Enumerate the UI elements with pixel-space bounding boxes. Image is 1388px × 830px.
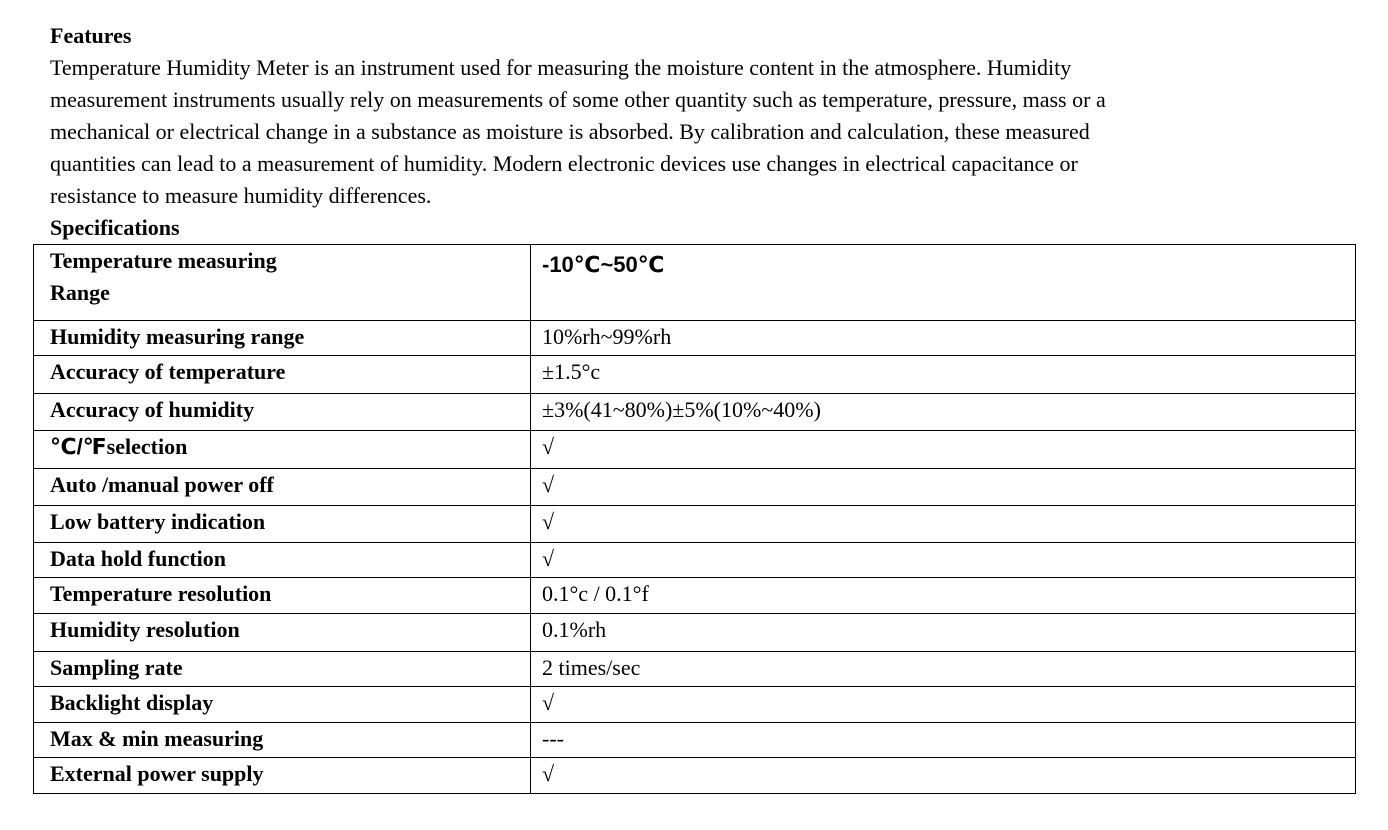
spec-label: Sampling rate (34, 652, 531, 687)
spec-label: Low battery indication (34, 506, 531, 543)
spec-label: Accuracy of temperature (34, 356, 531, 394)
spec-value: √ (531, 687, 1356, 723)
spec-label-unit: ℃/℉ (50, 434, 107, 459)
spec-label: Temperature resolution (34, 578, 531, 614)
spec-value: ±1.5°c (531, 356, 1356, 394)
features-line: mechanical or electrical change in a substance as moisture is absorbed. By calibration and calculation, these measured (50, 119, 1090, 144)
specifications-heading: Specifications (50, 215, 180, 240)
features-line: resistance to measure humidity differences. (50, 183, 432, 208)
spec-value: √ (531, 758, 1356, 794)
spec-value: ±3%(41~80%)±5%(10%~40%) (531, 394, 1356, 431)
table-row (34, 394, 1356, 431)
table-row (34, 614, 1356, 652)
table-row (34, 578, 1356, 614)
features-line: quantities can lead to a measurement of humidity. Modern electronic devices use changes in electrical capacitance or (50, 151, 1078, 176)
spec-value: 10%rh~99%rh (531, 321, 1356, 356)
table-row (34, 469, 1356, 506)
spec-value: √ (531, 506, 1356, 543)
features-heading: Features (50, 23, 132, 48)
spec-label-line: Temperature measuring (50, 248, 277, 273)
table-row (34, 506, 1356, 543)
spec-label (34, 431, 531, 469)
table-row (34, 687, 1356, 723)
features-line: Temperature Humidity Meter is an instrument used for measuring the moisture content in the atmosphere. Humidity (50, 55, 1072, 80)
spec-label: Humidity measuring range (34, 321, 531, 356)
spec-value: 2 times/sec (531, 652, 1356, 687)
spec-label: Data hold function (34, 543, 531, 578)
spec-value: 0.1°c / 0.1°f (531, 578, 1356, 614)
spec-label-line: Range (50, 280, 110, 305)
spec-label: Auto /manual power off (34, 469, 531, 506)
table-row (34, 245, 1356, 321)
table-row (34, 652, 1356, 687)
spec-value: 0.1%rh (531, 614, 1356, 652)
table-row (34, 758, 1356, 794)
spec-label: Backlight display (34, 687, 531, 723)
table-row (34, 543, 1356, 578)
spec-value-text: -10℃~50℃ (542, 252, 665, 277)
spec-value: --- (531, 723, 1356, 758)
spec-value (531, 245, 1356, 321)
table-row (34, 723, 1356, 758)
spec-label: External power supply (34, 758, 531, 794)
spec-value: √ (531, 469, 1356, 506)
specifications-table (33, 244, 1356, 794)
table-row (34, 321, 1356, 356)
spec-label-rest: selection (106, 434, 188, 459)
spec-label: Humidity resolution (34, 614, 531, 652)
spec-label: Accuracy of humidity (34, 394, 531, 431)
spec-value: √ (531, 543, 1356, 578)
features-line: measurement instruments usually rely on measurements of some other quantity such as temperature, pressure, mass or a (50, 87, 1106, 112)
features-paragraph (50, 52, 1250, 212)
spec-label: Max & min measuring (34, 723, 531, 758)
table-row (34, 356, 1356, 394)
spec-value: √ (531, 431, 1356, 469)
table-row (34, 431, 1356, 469)
spec-label (34, 245, 531, 321)
